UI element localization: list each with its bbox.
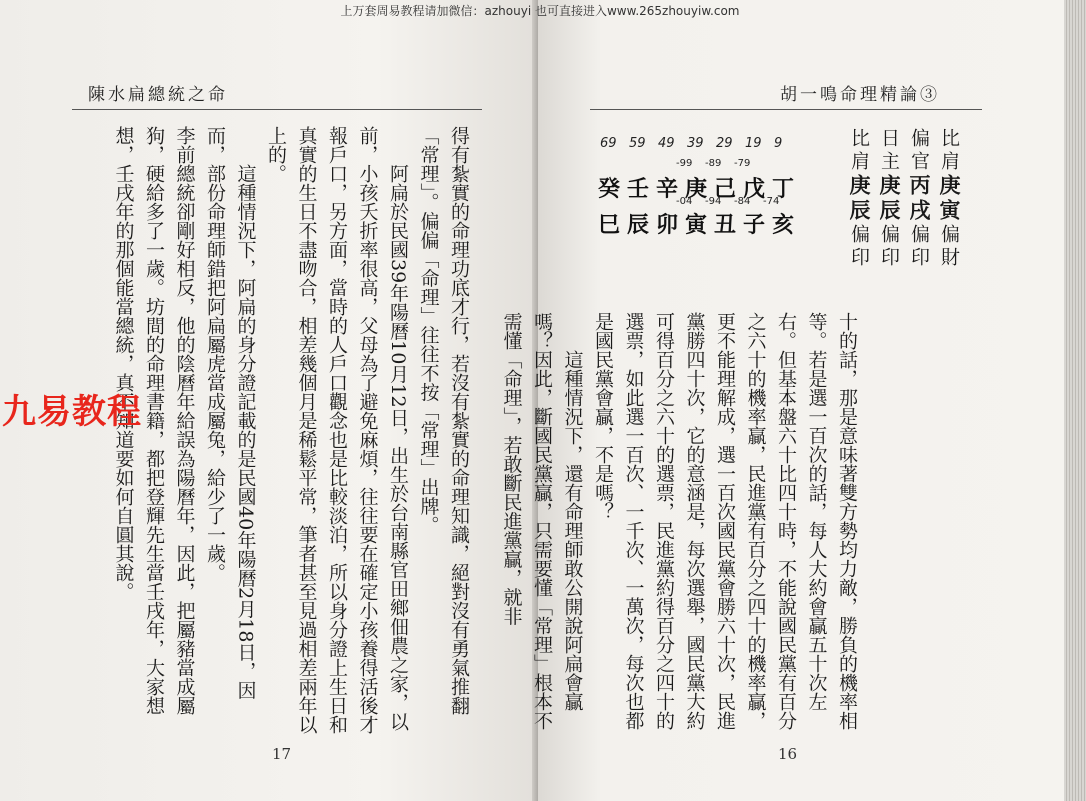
- luck-branch: 亥: [772, 212, 795, 238]
- luck-stem: 丁: [772, 176, 795, 202]
- pillar-day-top: 日主: [878, 128, 900, 174]
- pillar-year-bottom: 偏財: [938, 224, 960, 270]
- pillar-day-stem: 庚: [877, 174, 902, 199]
- left-paragraph-2: 阿扁於民國39年陽曆10月12日，出生於台南縣官田鄉佃農之家，以前，小孩夭折率很高，父母為了避免麻煩，往往要在確定小孩養得活後才報戶口，另方面，當時的人戶口觀念也是比較淡泊，所以身分證上生日和真實的生日不盡吻合，相差幾個月是稀鬆平常，筆者甚至見過相差兩年以上的。: [265, 126, 409, 734]
- luck-age-label: 59: [629, 136, 646, 151]
- left-body-text: [84, 126, 474, 736]
- luck-stem: 戊: [743, 176, 766, 202]
- book-page-edges: [1064, 0, 1086, 801]
- left-header-rule: [72, 109, 482, 110]
- luck-year-lower: -74: [763, 196, 780, 207]
- pillar-hour-top: 比肩: [848, 128, 870, 174]
- luck-branch: 丑: [714, 212, 737, 238]
- pillar-hour: [848, 128, 870, 270]
- left-page-number: 17: [272, 745, 292, 763]
- pillar-year: [938, 128, 960, 270]
- luck-branch: 寅: [685, 212, 708, 238]
- luck-age-label: 39: [687, 136, 704, 151]
- pillar-month: [908, 128, 930, 270]
- right-page-number: 16: [778, 745, 798, 763]
- pillar-hour-bottom: 偏印: [848, 224, 870, 270]
- luck-stem: 己: [714, 176, 737, 202]
- pillar-month-top: 偏官: [908, 128, 930, 174]
- luck-age-label: 69: [600, 136, 617, 151]
- pillar-year-top: 比肩: [938, 128, 960, 174]
- luck-year-upper: -89: [705, 158, 722, 169]
- left-paragraph-4: 李前總統卻剛好相反，他的陰曆年給誤為陽曆年，因此，把屬豬當成屬狗，硬給多了一歲。坊間的命理書籍，都把登輝先生當壬戌年，大家想想，壬戌年的那個能當總統，真不知道要如何自圓其說。: [112, 126, 196, 715]
- left-paragraph-3: 這種情況下，阿扁的身分證記載的是民國40年陽曆2月18日，因而，部份命理師錯把阿扁屬虎當成屬兔，給少了一歲。: [204, 126, 257, 700]
- luck-year-lower: -84: [734, 196, 751, 207]
- pillar-year-stem: 庚: [937, 174, 962, 199]
- luck-age-label: 19: [745, 136, 762, 151]
- pillar-month-stem: 丙: [907, 174, 932, 199]
- right-paragraph-1: 十的話，那是意味著雙方勢均力敵，勝負的機率相等。若是選一百次的話，每人大約會贏五十次左右。但基本盤六十比四十時，不能說國民黨有百分之六十的機率贏，民進黨有百分之四十的機率贏，更不能理解成，選一百次國民黨會勝六十次，民進黨勝四十次，它的意涵是，每次選舉，國民黨大約可得百分之六十的選票，民進黨約得百分之四十的選票，如此選一百次、一千次、一萬次，每次也都是國民黨會贏，不是嗎？: [592, 312, 858, 730]
- site-logo: 九易教程: [2, 392, 142, 432]
- luck-stem: 壬: [627, 176, 650, 202]
- luck-branch: 卯: [656, 212, 679, 238]
- pillar-day: [878, 128, 900, 270]
- luck-year-upper: -79: [734, 158, 751, 169]
- pillar-year-branch: 寅: [937, 199, 962, 224]
- right-running-header: 胡一鳴命理精論③: [780, 85, 940, 105]
- right-page: [500, 0, 1064, 801]
- luck-age-label: 9: [774, 136, 783, 151]
- pillar-month-branch: 戌: [907, 199, 932, 224]
- bazi-chart: [600, 128, 960, 308]
- left-running-header: 陳水扁總統之命: [88, 85, 228, 105]
- luck-branch: 子: [743, 212, 766, 238]
- watermark-text: 上万套周易教程请加微信：azhouyi 也可直接进入www.265zhouyiw.com: [340, 4, 740, 18]
- luck-stem: 癸: [598, 176, 621, 202]
- luck-branch: 辰: [627, 212, 650, 238]
- left-paragraph-1: 得有紮實的命理功底才行，若沒有紮實的命理知識，絕對沒有勇氣推翻「常理」。偏偏「命理」往往不按「常理」出牌。: [417, 126, 470, 715]
- luck-stem: 庚: [685, 176, 708, 202]
- luck-year-lower: -94: [705, 196, 722, 207]
- pillar-month-bottom: 偏印: [908, 224, 930, 270]
- right-paragraph-2: 這種情況下，還有命理師敢公開說阿扁會贏嗎？因此，斷國民黨贏，只需要懂「常理」根本不需懂「命理」，若敢斷民進黨贏，就非: [500, 312, 584, 730]
- pillar-day-bottom: 偏印: [878, 224, 900, 270]
- right-body-text: [500, 312, 862, 732]
- pillar-hour-branch: 辰: [847, 199, 872, 224]
- pillar-hour-stem: 庚: [847, 174, 872, 199]
- luck-branch: 巳: [598, 212, 621, 238]
- luck-stem: 辛: [656, 176, 679, 202]
- luck-year-upper: -99: [676, 158, 693, 169]
- luck-year-lower: -04: [676, 196, 693, 207]
- luck-age-label: 29: [716, 136, 733, 151]
- pillar-day-branch: 辰: [877, 199, 902, 224]
- right-header-rule: [590, 109, 982, 110]
- luck-age-label: 49: [658, 136, 675, 151]
